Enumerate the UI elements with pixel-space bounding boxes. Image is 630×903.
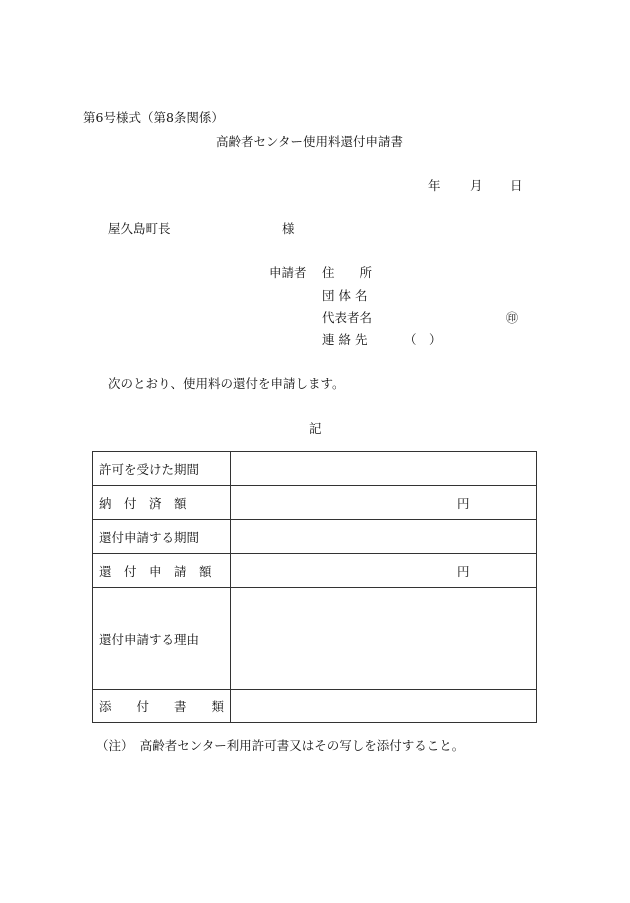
table-row [93, 554, 537, 588]
date-year-label: 年 [428, 178, 441, 193]
intro-text: 次のとおり、使用料の還付を申請します。 [108, 376, 345, 391]
applicant-label: 申請者 [269, 265, 307, 280]
row-label-paid-amount: 納 付 済 額 [93, 486, 231, 520]
row-label-refund-reason: 還付申請する理由 [93, 588, 231, 690]
refund-reason-field[interactable] [231, 588, 537, 690]
document-title: 高齢者センター使用料還付申請書 [216, 134, 404, 149]
yen-unit: 円 [457, 563, 470, 579]
application-table [92, 451, 537, 723]
form-number: 第6号様式（第8条関係） [83, 110, 224, 125]
refund-amount-field[interactable] [231, 554, 537, 588]
addressee-honorific: 様 [282, 221, 295, 236]
refund-period-field[interactable] [231, 520, 537, 554]
table-row [93, 690, 537, 723]
applicant-representative-label: 代表者名 [322, 310, 373, 325]
table-row [93, 452, 537, 486]
table-row [93, 588, 537, 690]
table-row [93, 486, 537, 520]
attachments-field[interactable] [231, 690, 537, 723]
seal-mark: ㊞ [506, 311, 519, 325]
applicant-group-label: 団 体 名 [322, 288, 368, 303]
applicant-contact-label: 連 絡 先 [322, 332, 368, 347]
applicant-address-label: 住 所 [322, 265, 373, 280]
footnote: （注） 高齢者センター利用許可書又はその写しを添付すること。 [96, 738, 465, 753]
addressee-name: 屋久島町長 [108, 221, 171, 236]
paid-amount-field[interactable] [231, 486, 537, 520]
table-row [93, 520, 537, 554]
row-label-refund-period: 還付申請する期間 [93, 520, 231, 554]
yen-unit: 円 [457, 495, 470, 511]
contact-parentheses: （ ） [404, 332, 442, 347]
row-label-refund-amount: 還 付 申 請 額 [93, 554, 231, 588]
row-label-permit-period: 許可を受けた期間 [93, 452, 231, 486]
ki-heading: 記 [309, 421, 322, 436]
row-label-attachments: 添 付 書 類 [93, 690, 231, 723]
date-day-label: 日 [510, 178, 523, 193]
date-month-label: 月 [470, 178, 483, 193]
permit-period-field[interactable] [231, 452, 537, 486]
